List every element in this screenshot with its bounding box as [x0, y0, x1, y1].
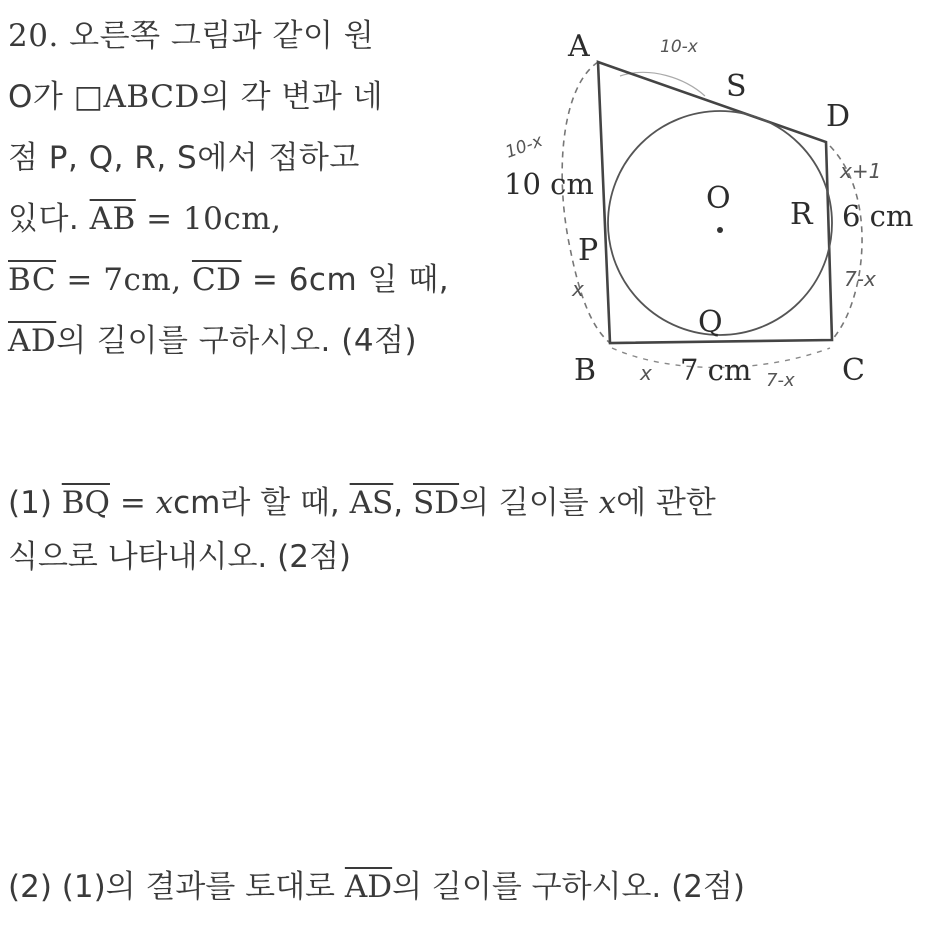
q1-text-b: 의 길이를 — [459, 485, 599, 521]
segment-bc-value: = 7cm, — [56, 262, 192, 298]
problem-line-1 — [8, 6, 508, 67]
center-o: O — [706, 181, 731, 216]
hand-note-d: x+1 — [840, 159, 882, 183]
vertex-a: A — [568, 29, 590, 64]
q1-comma: , — [393, 485, 413, 521]
problem-line6-text: 의 길이를 구하시오. (4점) — [56, 323, 418, 359]
q2-text: 의 길이를 구하시오. (2점) — [392, 869, 745, 905]
vertex-b: B — [574, 353, 597, 388]
problem-line-5 — [8, 250, 508, 311]
label-ab: 10 cm — [504, 167, 594, 201]
q1-line-1 — [8, 476, 918, 530]
problem-line2-b: 의 각 변과 네 — [199, 79, 384, 115]
geometry-figure — [500, 18, 926, 418]
problem-line-4 — [8, 189, 508, 250]
problem-number: 20. — [8, 18, 59, 54]
center-dot — [717, 227, 723, 233]
quadrilateral-name: ABCD — [103, 79, 200, 115]
vertex-d: D — [826, 99, 851, 134]
problem-line-6 — [8, 311, 508, 372]
problem-line1-text: 오른쪽 그림과 같이 원 — [69, 18, 375, 54]
q1-prefix: (1) — [8, 485, 62, 521]
point-q: Q — [698, 305, 723, 340]
point-r: R — [790, 197, 813, 232]
square-symbol: □ — [73, 79, 104, 115]
segment-ab: $\overline{AB}$ — [89, 201, 136, 237]
sub-question-2 — [8, 860, 918, 914]
q1-equals: = — [109, 485, 156, 521]
hand-note-b: x — [572, 277, 584, 301]
sub-question-1 — [8, 476, 918, 584]
label-bc: 7 cm — [680, 353, 752, 387]
variable-x-2: x — [598, 485, 617, 521]
problem-line2-a: O가 — [8, 79, 74, 115]
q2-prefix: (2) (1)의 결과를 토대로 — [8, 869, 345, 905]
segment-sd: $\overline{SD}$ — [412, 485, 460, 521]
segment-cd: $\overline{CD}$ — [191, 262, 242, 298]
segment-cd-value: = 6cm 일 때, — [241, 262, 450, 298]
variable-x: x — [155, 485, 174, 521]
problem-line-2 — [8, 67, 508, 128]
segment-bc: $\overline{BC}$ — [8, 262, 57, 298]
vertex-c: C — [842, 353, 865, 388]
hand-note-c: 7-x — [844, 267, 876, 291]
segment-ab-value: = 10cm, — [135, 201, 282, 237]
point-s: S — [726, 69, 747, 104]
hand-note-c2: 7-x — [766, 370, 795, 391]
segment-ad: $\overline{AD}$ — [8, 323, 57, 359]
q1-line-2: 식으로 나타내시오. (2점) — [8, 539, 351, 575]
segment-as: $\overline{AS}$ — [349, 485, 394, 521]
problem-line3-text: 점 P, Q, R, S에서 접하고 — [8, 140, 360, 176]
problem-statement — [8, 6, 508, 372]
segment-bq: $\overline{BQ}$ — [61, 485, 110, 521]
q1-text-c: 에 관한 — [616, 485, 716, 521]
segment-ad-q2: $\overline{AD}$ — [344, 869, 393, 905]
label-cd: 6 cm — [842, 199, 914, 233]
q1-text-a: cm라 할 때, — [173, 485, 350, 521]
hand-note-left: 10-x — [502, 130, 546, 163]
problem-line-3 — [8, 128, 508, 189]
hand-note-bc: x — [640, 361, 652, 385]
problem-line4-a: 있다. — [8, 201, 90, 237]
hand-note-top: 10-x — [660, 37, 698, 57]
point-p: P — [578, 233, 599, 268]
